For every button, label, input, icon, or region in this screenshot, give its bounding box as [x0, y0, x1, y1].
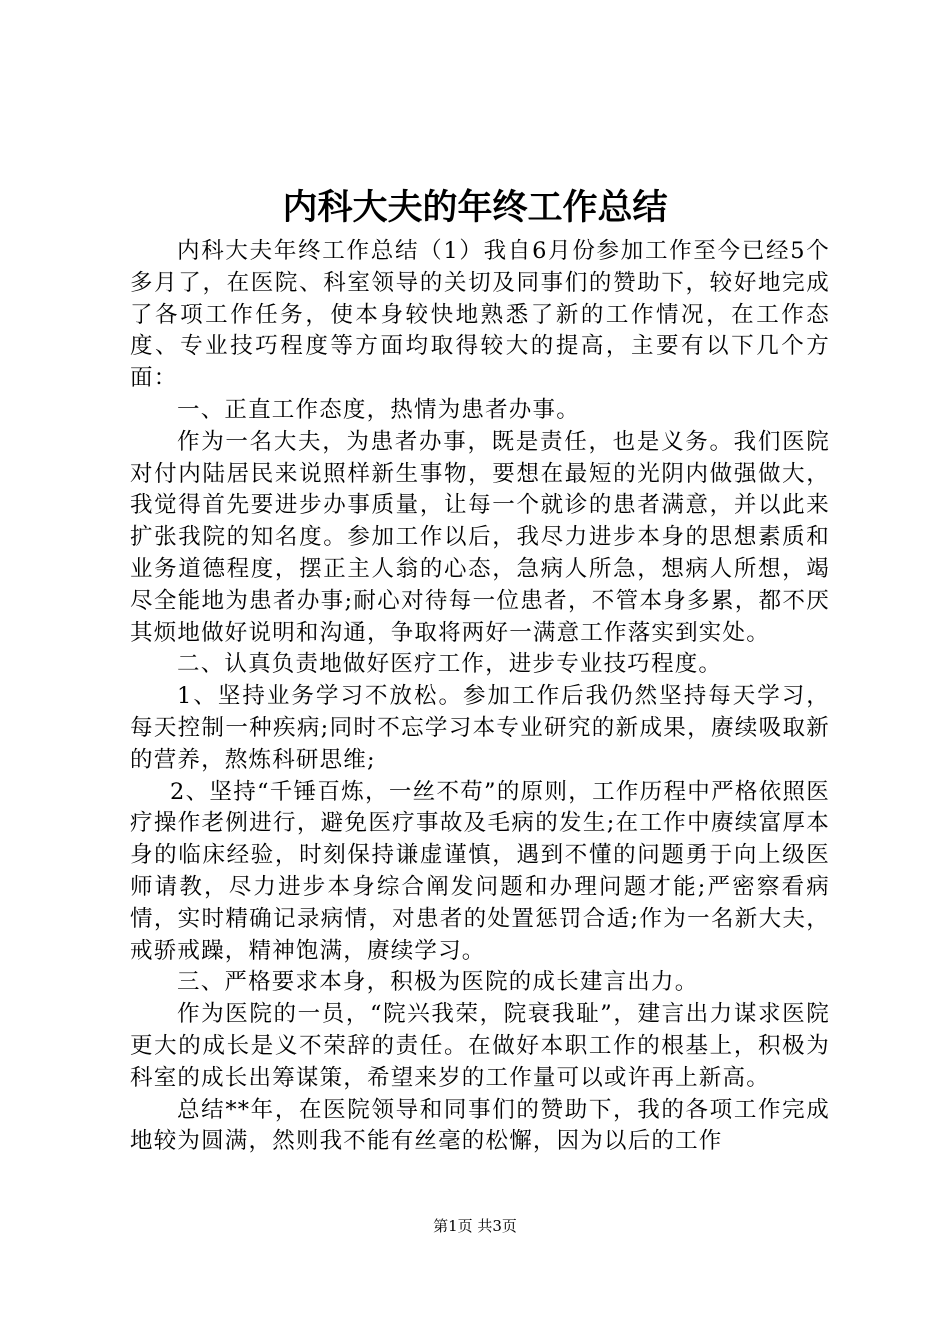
page-number: 第1页 共3页 — [433, 1217, 517, 1235]
section-heading-3: 三、严格要求本身，积极为医院的成长建言出力。 — [177, 969, 699, 996]
section-heading-2: 二、认真负责地做好医疗工作，进步专业技巧程度。 — [177, 651, 723, 678]
document-title: 内科大夫的年终工作总结 — [282, 187, 668, 228]
paragraph-item-1: 1、坚持业务学习不放松。参加工作后我仍然坚持每天学习，每天控制一种疾病;同时不忘学习本专业研究的新成果，赓续吸取新的营养，熬炼科研思维; — [130, 683, 830, 773]
paragraph-section-1: 作为一名大夫，为患者办事，既是责任，也是义务。我们医院对付内陆居民来说照样新生事物，要想在最短的光阴内做强做大，我觉得首先要进步办事质量，让每一个就诊的患者满意，并以此来扩张我院的知名度。参加工作以后，我尽力进步本身的思想素质和业务道德程度，摆正主人翁的心态，急病人所急，想病人所想，竭尽全能地为患者办事;耐心对待每一位患者，不管本身多累，都不厌其烦地做好说明和沟通，争取将两好一满意工作落实到实处。 — [130, 428, 830, 646]
paragraph-section-3: 作为医院的一员，“院兴我荣，院衰我耻”，建言出力谋求医院更大的成长是义不荣辞的责任。在做好本职工作的根基上，积极为科室的成长出筹谋策，希望来岁的工作量可以或许再上新高。 — [130, 1001, 830, 1091]
document-body — [130, 236, 830, 1158]
paragraph-intro: 内科大夫年终工作总结（1）我自6月份参加工作至今已经5个多月了，在医院、科室领导的关切及同事们的赞助下，较好地完成了各项工作任务，使本身较快地熟悉了新的工作情况，在工作态度、专业技巧程度等方面均取得较大的提高，主要有以下几个方面： — [130, 238, 830, 392]
paragraph-item-2: 2、坚持“千锤百炼，一丝不苟”的原则，工作历程中严格依照医疗操作老例进行，避免医疗事故及毛病的发生;在工作中赓续富厚本身的临床经验，时刻保持谦虚谨慎，遇到不懂的问题勇于向上级医师请教，尽力进步本身综合阐发问题和办理问题才能;严密察看病情，实时精确记录病情，对患者的处置惩罚合适;作为一名新大夫，戒骄戒躁，精神饱满，赓续学习。 — [130, 778, 830, 964]
paragraph-summary: 总结**年，在医院领导和同事们的赞助下，我的各项工作完成地较为圆满，然则我不能有丝毫的松懈，因为以后的工作 — [130, 1096, 830, 1155]
section-heading-1: 一、正直工作态度，热情为患者办事。 — [177, 396, 580, 423]
